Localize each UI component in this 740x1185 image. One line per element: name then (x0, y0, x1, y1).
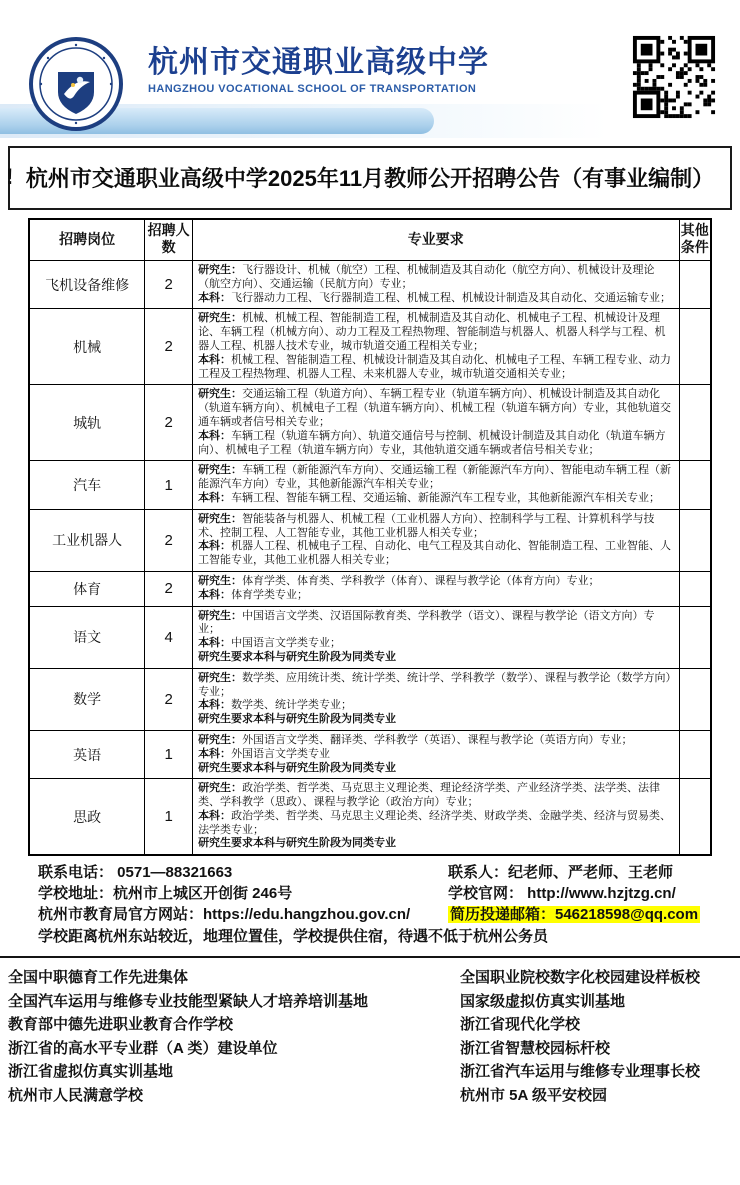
honor-item: 浙江省虚拟仿真实训基地 (8, 1063, 174, 1081)
contact-edu-site: 杭州市教育局官方网站：https://edu.hangzhou.gov.cn/ (38, 906, 411, 924)
cell-position: 体育 (29, 571, 145, 606)
contact-address: 学校地址：杭州市上城区开创街 246号 (38, 885, 293, 903)
column-header-other: 其他条件 (679, 219, 711, 261)
scan-artifact: ! (6, 164, 14, 189)
announcement-title-box (8, 146, 732, 210)
cell-other (679, 571, 711, 606)
table-row (29, 668, 711, 730)
table-row (29, 509, 711, 571)
cell-other (679, 261, 711, 309)
requirement-line: 研究生：数学类、应用统计类、统计学类、统计学、学科教学（数学）、课程与教学论（数学方向）专业； (198, 671, 672, 698)
requirement-line: 研究生要求本科与研究生阶段为同类专业 (198, 650, 397, 663)
honor-item: 浙江省现代化学校 (460, 1016, 581, 1034)
contact-note: 学校距离杭州东站较近，地理位置佳，学校提供住宿，待遇不低于杭州公务员 (38, 928, 549, 946)
honor-item: 全国中职德育工作先进集体 (8, 969, 189, 987)
school-logo-icon (28, 36, 124, 132)
cell-requirements (193, 509, 679, 571)
honors-section (0, 964, 740, 1107)
honors-left-column (8, 966, 460, 1107)
requirement-line: 本科：中国语言文学类专业； (198, 637, 342, 650)
requirements-table-body (29, 261, 711, 856)
requirement-line: 本科：车辆工程（轨道车辆方向）、轨道交通信号与控制、机械设计制造及其自动化（轨道车辆方向）、机械电子工程（轨道车辆方向）专业，其他轨道交通车辆或者信号相关专业； (198, 429, 666, 456)
cell-count: 2 (145, 571, 193, 606)
honor-item: 全国汽车运用与维修专业技能型紧缺人才培养培训基地 (8, 992, 369, 1010)
table-row (29, 385, 711, 461)
cell-requirements (193, 461, 679, 509)
requirement-line: 本科：体育学类专业； (198, 588, 309, 601)
cell-requirements (193, 571, 679, 606)
requirement-line: 研究生：智能装备与机器人、机械工程（工业机器人方向）、控制科学与工程、计算机科学与技术、控制工程、人工智能专业，其他工业机器人相关专业； (198, 512, 655, 539)
requirement-line: 研究生：体育学类、体育类、学科教学（体育）、课程与教学论（体育方向）专业； (198, 574, 600, 587)
recruitment-table (28, 218, 712, 856)
requirement-line: 研究生：交通运输工程（轨道方向）、车辆工程专业（轨道车辆方向）、机械设计制造及其自动化（轨道车辆方向）、机械电子工程（轨道车辆方向）、机械工程（轨道车辆方向）专业，其他轨道交通车辆或者信号相关专业； (198, 388, 672, 428)
table-row (29, 606, 711, 668)
requirement-line: 本科：机械工程、智能制造工程、机械设计制造及其自动化、机械电子工程、车辆工程专业、动力工程及工程热物理、机器人工程、未来机器人专业，城市轨道交通相关专业； (198, 353, 672, 380)
cell-position: 思政 (29, 779, 145, 855)
school-name-en: HANGZHOU VOCATIONAL SCHOOL OF TRANSPORTATION (148, 83, 477, 95)
cell-count: 2 (145, 668, 193, 730)
cell-requirements (193, 606, 679, 668)
requirement-line: 研究生要求本科与研究生阶段为同类专业 (198, 713, 397, 726)
table-row (29, 261, 711, 309)
column-header-count: 招聘人数 (145, 219, 193, 261)
cell-position: 工业机器人 (29, 509, 145, 571)
qr-code (628, 34, 720, 120)
cell-other (679, 461, 711, 509)
table-header-row (29, 219, 711, 261)
column-header-position: 招聘岗位 (29, 219, 145, 261)
table-row (29, 779, 711, 855)
cell-other (679, 668, 711, 730)
cell-position: 机械 (29, 309, 145, 385)
requirement-line: 本科：外国语言文学类专业 (198, 747, 331, 760)
table-row (29, 461, 711, 509)
column-header-requirements: 专业要求 (193, 219, 679, 261)
cell-other (679, 509, 711, 571)
requirement-line: 研究生：机械、机械工程、智能制造工程，机械制造及其自动化、机械电子工程、机械设计及理论、车辆工程（机械方向）、动力工程及工程热物理、智能制造与机器人、机器人科学与工程、机器人工程、机器人技术专业，城市轨道交通工程相关专业； (198, 312, 666, 352)
page-title: 杭州市交通职业高级中学2025年11月教师公开招聘公告（有事业编制） (25, 166, 715, 191)
contact-website: 学校官网： http://www.hzjtzg.cn/ (448, 885, 676, 903)
honor-item: 全国职业院校数字化校园建设样板校 (460, 969, 701, 987)
cell-position: 汽车 (29, 461, 145, 509)
cell-position: 英语 (29, 730, 145, 778)
cell-requirements (193, 385, 679, 461)
cell-position: 数学 (29, 668, 145, 730)
honor-item: 杭州市 5A 级平安校园 (460, 1086, 607, 1104)
contact-person: 联系人：纪老师、严老师、王老师 (448, 864, 674, 882)
cell-other (679, 730, 711, 778)
honor-item: 教育部中德先进职业教育合作学校 (8, 1016, 234, 1034)
cell-count: 1 (145, 461, 193, 509)
requirement-line: 本科：车辆工程、智能车辆工程、交通运输、新能源汽车工程专业，其他新能源汽车相关专业； (198, 491, 661, 504)
cell-other (679, 779, 711, 855)
contact-block (10, 862, 730, 947)
contact-email: 简历投递邮箱：546218598@qq.com (450, 906, 699, 924)
honor-item: 杭州市人民满意学校 (8, 1086, 144, 1104)
cell-other (679, 606, 711, 668)
table-row (29, 730, 711, 778)
section-divider (0, 956, 740, 958)
cell-requirements (193, 668, 679, 730)
cell-count: 1 (145, 779, 193, 855)
cell-requirements (193, 261, 679, 309)
cell-requirements (193, 730, 679, 778)
qr-code-svg (628, 34, 720, 120)
requirement-line: 本科：数学类、统计学类专业； (198, 699, 353, 712)
requirement-line: 研究生：车辆工程（新能源汽车方向）、交通运输工程（新能源汽车方向）、智能电动车辆工程（新能源汽车方向）专业，其他新能源汽车相关专业； (198, 464, 672, 491)
table-row (29, 571, 711, 606)
requirement-line: 研究生要求本科与研究生阶段为同类专业 (198, 761, 397, 774)
contact-phone: 联系电话： 0571—88321663 (38, 864, 233, 882)
cell-requirements (193, 309, 679, 385)
cell-count: 2 (145, 385, 193, 461)
cell-count: 1 (145, 730, 193, 778)
table-row (29, 309, 711, 385)
requirement-line: 研究生：外国语言文学类、翻译类、学科教学（英语）、课程与教学论（英语方向）专业； (198, 733, 633, 746)
cell-position: 飞机设备维修 (29, 261, 145, 309)
requirement-line: 研究生要求本科与研究生阶段为同类专业 (198, 837, 397, 850)
honor-item: 国家级虚拟仿真实训基地 (460, 992, 626, 1010)
page-header (0, 0, 740, 142)
requirement-line: 研究生：飞行器设计、机械（航空）工程、机械制造及其自动化（航空方向）、机械设计及理论（航空方向）、交通运输（民航方向）专业； (198, 264, 655, 290)
requirement-line: 研究生：中国语言文学类、汉语国际教育类、学科教学（语文）、课程与教学论（语文方向）专业； (198, 609, 655, 636)
honors-right-column (460, 966, 740, 1107)
cell-position: 语文 (29, 606, 145, 668)
cell-count: 2 (145, 309, 193, 385)
requirement-line: 本科：机器人工程、机械电子工程、自动化、电气工程及其自动化、智能制造工程、工业智能、人工智能专业，其他工业机器人相关专业； (198, 540, 672, 567)
requirement-line: 研究生：政治学类、哲学类、马克思主义理论类、理论经济学类、产业经济学类、法学类、法律类、学科教学（思政）、课程与教学论（政治方向）专业； (198, 782, 661, 809)
cell-other (679, 385, 711, 461)
honor-item: 浙江省的高水平专业群（A 类）建设单位 (8, 1039, 278, 1057)
cell-count: 2 (145, 261, 193, 309)
school-name-cn: 杭州市交通职业高级中学 (148, 46, 489, 79)
cell-count: 2 (145, 509, 193, 571)
cell-count: 4 (145, 606, 193, 668)
requirement-line: 本科：飞行器动力工程、飞行器制造工程、机械工程、机械设计制造及其自动化、交通运输专业； (198, 291, 672, 304)
cell-position: 城轨 (29, 385, 145, 461)
cell-other (679, 309, 711, 385)
honor-item: 浙江省智慧校园标杆校 (460, 1039, 611, 1057)
cell-requirements (193, 779, 679, 855)
requirement-line: 本科：政治学类、哲学类、马克思主义理论类、经济学类、财政学类、金融学类、经济与贸易类、法学类专业； (198, 809, 672, 836)
school-name-block (148, 46, 489, 95)
honor-item: 浙江省汽车运用与维修专业理事长校 (460, 1063, 701, 1081)
